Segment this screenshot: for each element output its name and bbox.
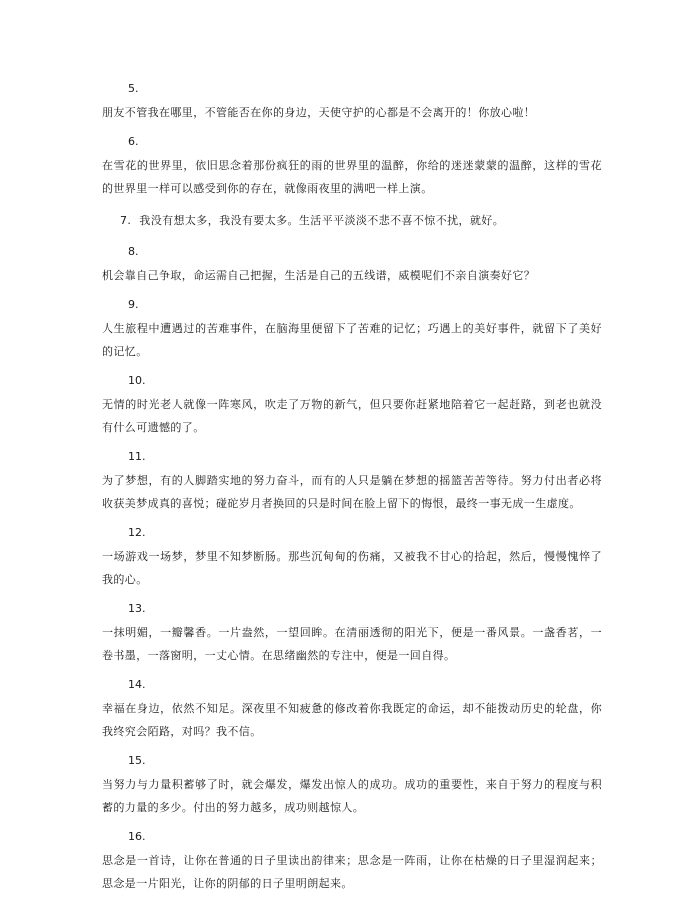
entry-text: 思念是一首诗，让你在普通的日子里读出韵律来；思念是一阵雨，让你在枯燥的日子里湿润起来；思念是一片阳光，让你的阴郁的日子里明朗起来。 [102, 854, 602, 890]
entry-6 [102, 133, 602, 200]
entry-13 [102, 600, 602, 667]
entry-text: 一场游戏一场梦，梦里不知梦断肠。那些沉甸甸的伤痛，又被我不甘心的拾起，然后，慢慢愧悴了我的心。 [102, 550, 602, 586]
entry-number: 5. [128, 82, 139, 95]
entry-number: 9. [128, 298, 139, 311]
entry-14 [102, 676, 602, 743]
entry-text: 为了梦想，有的人脚踏实地的努力奋斗，而有的人只是躺在梦想的摇篮苦苦等待。努力付出者必将收获美梦成真的喜悦；碰砣岁月者换回的只是时间在脸上留下的悔恨，最终一事无成一生虚度。 [102, 474, 602, 510]
entry-number: 6. [128, 135, 139, 148]
entry-10 [102, 372, 602, 439]
entry-text: 我没有想太多，我没有要太多。生活平平淡淡不悲不喜不惊不扰，就好。 [139, 214, 505, 227]
entry-16 [102, 828, 602, 895]
entry-number: 16. [128, 830, 146, 843]
entry-text: 在雪花的世界里，依旧思念着那份疯狂的雨的世界里的温醉，你给的迷迷蒙蒙的温醉，这样的雪花的世界里一样可以感受到你的存在，就像雨夜里的满吧一样上演。 [102, 159, 602, 195]
entry-text: 无情的时光老人就像一阵寒风，吹走了万物的新气，但只要你赶紧地陪着它一起赶路，到老也就没有什么可遗憾的了。 [102, 398, 602, 434]
entry-15 [102, 752, 602, 819]
entry-number: 12. [128, 526, 146, 539]
entry-number: 8. [128, 245, 139, 258]
entry-11 [102, 448, 602, 515]
entry-8 [102, 243, 602, 287]
entry-text: 朋友不管我在哪里，不管能否在你的身边，天使守护的心都是不会离开的！你放心啦！ [102, 106, 536, 119]
entry-text: 人生旅程中遭遇过的苦难事件，在脑海里便留下了苦难的记忆；巧遇上的美好事件，就留下了美好的记忆。 [102, 322, 602, 358]
entry-number: 10. [128, 374, 146, 387]
entry-text: 幸福在身边，依然不知足。深夜里不知疲惫的修改着你我既定的命运，却不能拨动历史的轮盘，你我终究会陌路，对吗？我不信。 [102, 702, 602, 738]
entry-5 [102, 80, 602, 124]
entry-12 [102, 524, 602, 591]
entry-text: 当努力与力量积蓄够了时，就会爆发，爆发出惊人的成功。成功的重要性，来自于努力的程度与积蓄的力量的多少。付出的努力越多，成功则越惊人。 [102, 778, 602, 814]
entry-number: 11. [128, 450, 146, 463]
entry-9 [102, 296, 602, 363]
entry-number: 7. [120, 214, 132, 227]
entry-number: 15. [128, 754, 146, 767]
entry-number: 14. [128, 678, 146, 691]
entry-7 [102, 209, 602, 232]
entry-text: 机会靠自己争取，命运需自己把握，生活是自己的五线谱，威模呢们不亲自演奏好它？ [102, 269, 536, 282]
entry-number: 13. [128, 602, 146, 615]
entry-text: 一抹明媚，一瓣馨香。一片盎然，一望回眸。在清丽透彻的阳光下，便是一番风景。一盏香茗，一卷书墨，一落窗明，一丈心情。在思绪幽然的专注中，便是一回自得。 [102, 626, 602, 662]
